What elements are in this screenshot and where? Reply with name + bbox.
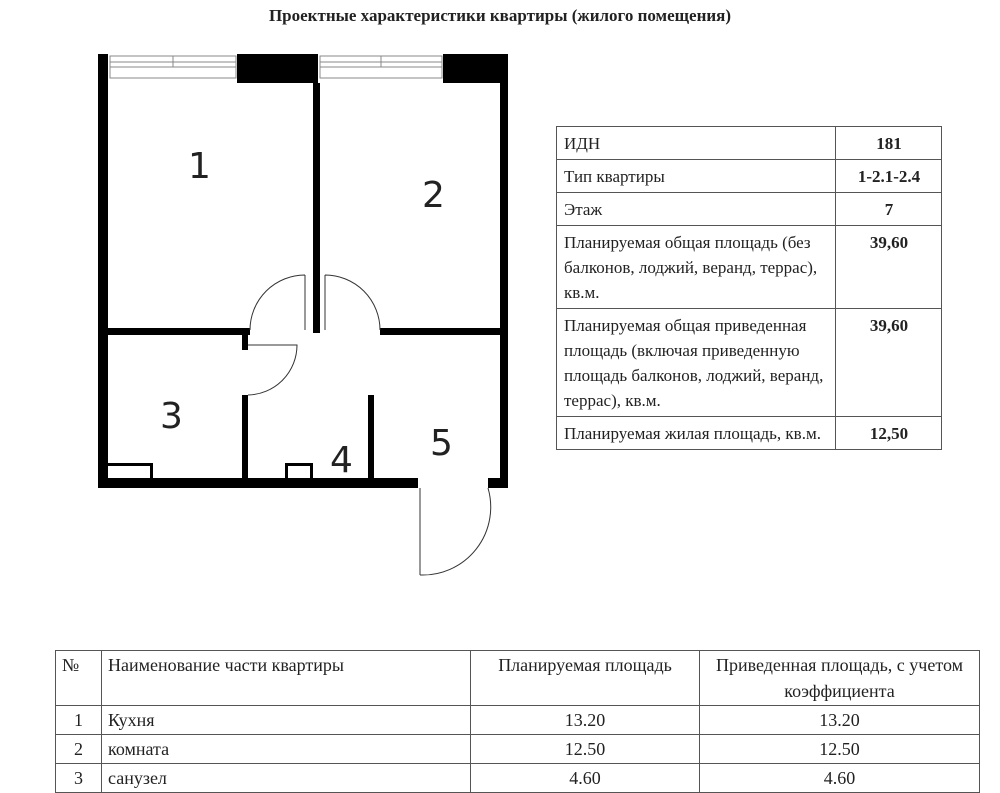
spec-value: 181 bbox=[836, 127, 942, 160]
spec-label: Планируемая жилая площадь, кв.м. bbox=[557, 417, 836, 450]
table-row bbox=[56, 764, 980, 793]
header-number: № bbox=[56, 651, 102, 706]
spec-label: Планируемая общая приведенная площадь (включая приведенную площадь балконов, лоджий, веранд, террас), кв.м. bbox=[557, 309, 836, 417]
row-name: Кухня bbox=[102, 706, 471, 735]
row-area: 4.60 bbox=[471, 764, 700, 793]
table-row bbox=[557, 193, 942, 226]
row-reduced-area: 13.20 bbox=[700, 706, 980, 735]
header-area: Планируемая площадь bbox=[471, 651, 700, 706]
room-label-3: 3 bbox=[160, 396, 183, 437]
table-row bbox=[56, 735, 980, 764]
spec-label: ИДН bbox=[557, 127, 836, 160]
table-row bbox=[557, 417, 942, 450]
spec-label: Планируемая общая площадь (без балконов, лоджий, веранд, террас), кв.м. bbox=[557, 226, 836, 309]
row-area: 13.20 bbox=[471, 706, 700, 735]
spec-value: 39,60 bbox=[836, 309, 942, 417]
table-row bbox=[557, 127, 942, 160]
floor-plan bbox=[0, 0, 560, 600]
row-number: 1 bbox=[56, 706, 102, 735]
room-label-4: 4 bbox=[330, 440, 353, 481]
table-row bbox=[557, 309, 942, 417]
row-area: 12.50 bbox=[471, 735, 700, 764]
spec-label: Этаж bbox=[557, 193, 836, 226]
spec-value: 12,50 bbox=[836, 417, 942, 450]
header-reduced-area: Приведенная площадь, с учетом коэффициента bbox=[700, 651, 980, 706]
spec-value: 39,60 bbox=[836, 226, 942, 309]
spec-value: 7 bbox=[836, 193, 942, 226]
room-label-2: 2 bbox=[422, 175, 445, 216]
apartment-specs-table bbox=[556, 126, 942, 450]
row-number: 3 bbox=[56, 764, 102, 793]
table-row bbox=[557, 226, 942, 309]
page-title: Проектные характеристики квартиры (жилого помещения) bbox=[268, 6, 732, 25]
spec-label: Тип квартиры bbox=[557, 160, 836, 193]
table-header-row bbox=[56, 651, 980, 706]
row-reduced-area: 4.60 bbox=[700, 764, 980, 793]
room-label-1: 1 bbox=[188, 146, 211, 187]
row-number: 2 bbox=[56, 735, 102, 764]
table-row bbox=[56, 706, 980, 735]
row-reduced-area: 12.50 bbox=[700, 735, 980, 764]
row-name: комната bbox=[102, 735, 471, 764]
spec-value: 1-2.1-2.4 bbox=[836, 160, 942, 193]
room-label-5: 5 bbox=[430, 423, 453, 464]
header-name: Наименование части квартиры bbox=[102, 651, 471, 706]
table-row bbox=[557, 160, 942, 193]
row-name: санузел bbox=[102, 764, 471, 793]
